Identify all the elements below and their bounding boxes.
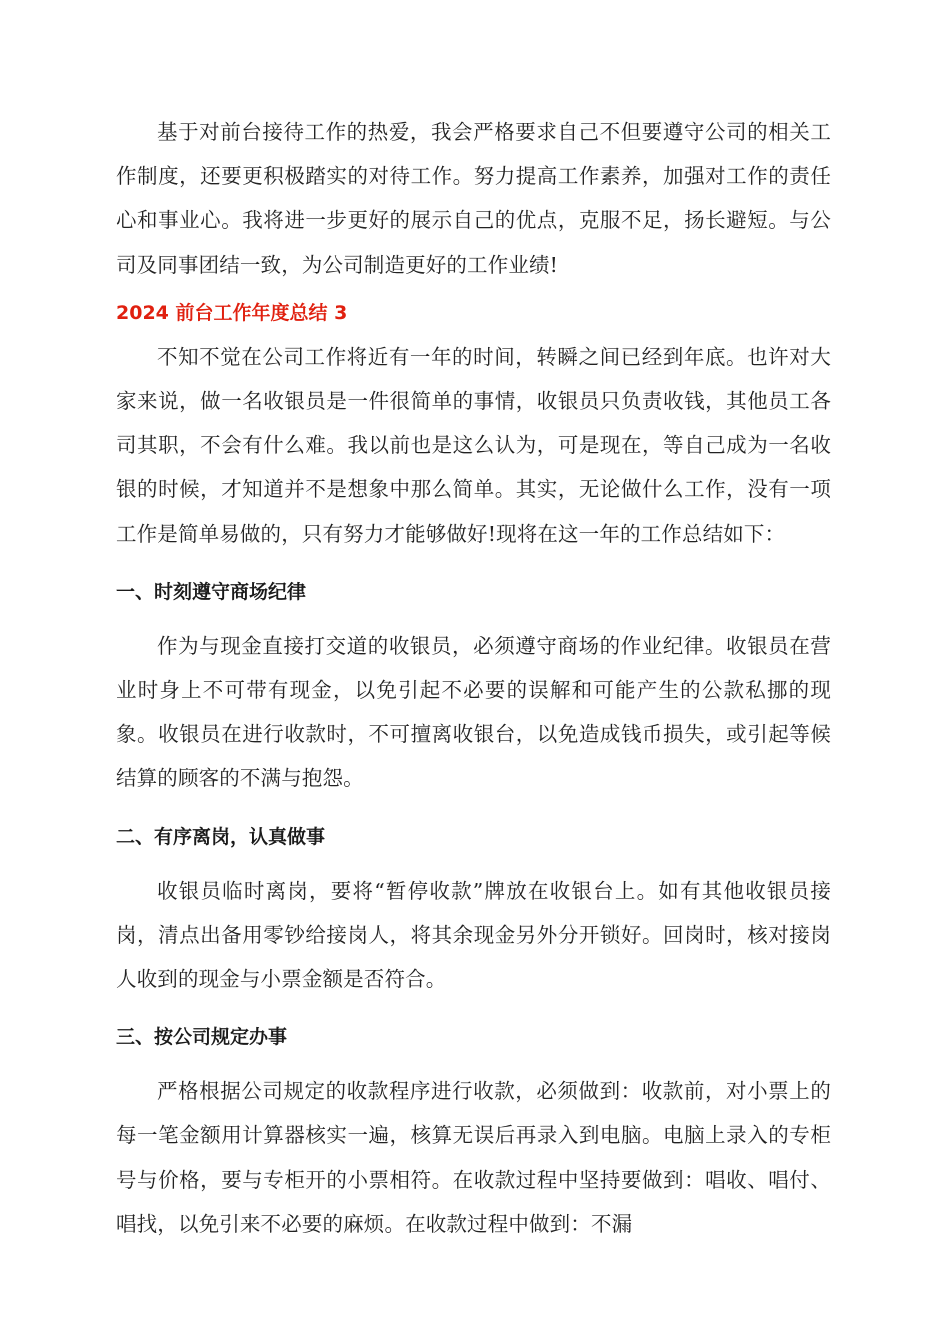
heading-discipline: 一、时刻遵守商场纪律 — [116, 580, 307, 603]
intro-paragraph: 基于对前台接待工作的热爱，我会严格要求自己不但要遵守公司的相关工作制度，还要更积极踏实的对待工作。努力提高工作素养，加强对工作的责任心和事业心。我将进一步更好的展示自己的优点，克服不足，扬长避短。与公司及同事团结一致，为公司制造更好的工作业绩! — [116, 120, 831, 277]
paragraph-discipline: 作为与现金直接打交道的收银员，必须遵守商场的作业纪律。收银员在营业时身上不可带有现金，以免引起不必要的误解和可能产生的公款私挪的现象。收银员在进行收款时，不可擅离收银台，以免造成钱币损失，或引起等候结算的顾客的不满与抱怨。 — [116, 633, 831, 791]
paragraph-company-rules: 严格根据公司规定的收款程序进行收款，必须做到：收款前，对小票上的每一笔金额用计算器核实一遍，核算无误后再录入到电脑。电脑上录入的专柜号与价格，要与专柜开的小票相符。在收款过程中坚持要做到：唱收、唱付、唱找，以免引来不必要的麻烦。在收款过程中做到：不漏 — [116, 1079, 831, 1236]
heading-leave-post: 二、有序离岗，认真做事 — [116, 825, 326, 848]
document-page — [116, 110, 831, 1246]
section-intro-paragraph: 不知不觉在公司工作将近有一年的时间，转瞬之间已经到年底。也许对大家来说，做一名收银员是一件很简单的事情，收银员只负责收钱，其他员工各司其职，不会有什么难。我以前也是这么认为，可是现在，等自己成为一名收银的时候，才知道并不是想象中那么简单。其实，无论做什么工作，没有一项工作是简单易做的，只有努力才能够做好!现将在这一年的工作总结如下： — [116, 344, 831, 546]
section-title: 2024 前台工作年度总结 3 — [116, 301, 348, 324]
paragraph-leave-post: 收银员临时离岗，要将“暂停收款”牌放在收银台上。如有其他收银员接岗，清点出备用零钞给接岗人，将其余现金另外分开锁好。回岗时，核对接岗人收到的现金与小票金额是否符合。 — [116, 878, 831, 992]
heading-company-rules: 三、按公司规定办事 — [116, 1026, 288, 1049]
